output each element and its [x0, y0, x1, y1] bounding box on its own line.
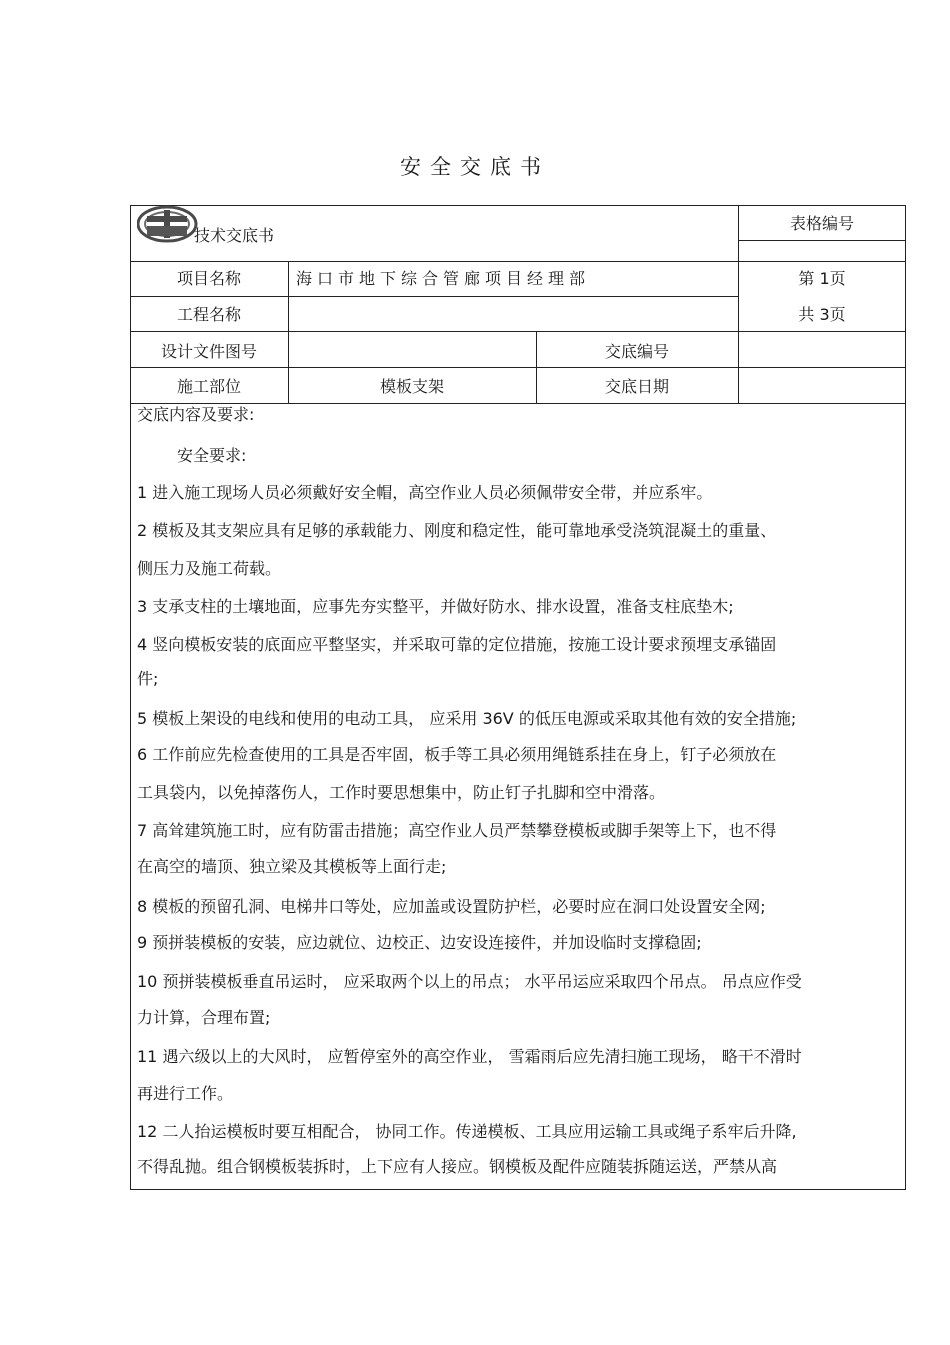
content-line: 11 遇六级以上的大风时， 应暂停室外的高空作业， 雪霜雨后应先清扫施工现场， 略干不滑时: [137, 1047, 802, 1066]
content-line: 侧压力及施工荷载。: [137, 559, 282, 578]
content-line: 8 模板的预留孔洞、电梯井口等处，应加盖或设置防护栏，必要时应在洞口处设置安全网;: [137, 897, 766, 916]
content-line: 10 预拼装模板垂直吊运时， 应采取两个以上的吊点； 水平吊运应采取四个吊点。 吊点应作受: [137, 972, 802, 991]
content-line: 1 进入施工现场人员必须戴好安全帽，高空作业人员必须佩带安全带，并应系牢。: [137, 483, 713, 502]
content-line: 在高空的墙顶、独立梁及其模板等上面行走;: [137, 857, 447, 876]
project-name-value: 海口市地下综合管廊项目经理部: [296, 269, 591, 288]
content-line: 2 模板及其支架应具有足够的承载能力、刚度和稳定性，能可靠地承受浇筑混凝土的重量、: [137, 521, 777, 540]
disclosure-date-label: 交底日期: [604, 377, 669, 396]
content-line: 7 高耸建筑施工时，应有防雷击措施；高空作业人员严禁攀登模板或脚手架等上下，也不得: [137, 821, 777, 840]
engineering-name-label: 工程名称: [176, 305, 241, 324]
form-number-label: 表格编号: [789, 214, 854, 233]
content-line: 不得乱抛。组合钢模板装拆时，上下应有人接应。钢模板及配件应随装拆随运送，严禁从高: [137, 1157, 778, 1176]
construction-location-label: 施工部位: [176, 377, 241, 396]
design-doc-label: 设计文件图号: [160, 342, 257, 361]
content-line: 5 模板上架设的电线和使用的电动工具， 应采用 36V 的低压电源或采取其他有效的安全措施;: [137, 709, 797, 728]
page-title: 安全交底书: [400, 155, 550, 179]
project-name-label: 项目名称: [176, 269, 241, 288]
construction-location-value: 模板支架: [379, 377, 444, 396]
page-current: 第 1页: [798, 269, 846, 288]
content-heading: 交底内容及要求:: [137, 405, 255, 424]
grid-line: [130, 367, 906, 368]
content-line: 6 工作前应先检查使用的工具是否牢固，板手等工具必须用绳链系挂在身上，钉子必须放在: [137, 745, 777, 764]
disclosure-number-label: 交底编号: [604, 342, 669, 361]
grid-line: [738, 240, 906, 241]
grid-line: [738, 205, 739, 403]
page-total: 共 3页: [798, 305, 846, 324]
content-line: 12 二人抬运模板时要互相配合， 协同工作。传递模板、工具应用运输工具或绳子系牢后升降,: [137, 1122, 797, 1141]
company-logo: [137, 205, 199, 243]
content-line: 再进行工作。: [137, 1084, 234, 1103]
grid-line: [130, 261, 906, 262]
grid-line: [130, 331, 906, 332]
content-line: 3 支承支柱的土壤地面，应事先夯实整平，并做好防水、排水设置，准备支柱底垫木;: [137, 597, 734, 616]
content-line: 9 预拼装模板的安装，应边就位、边校正、边安设连接件，并加设临时支撑稳固;: [137, 933, 702, 952]
content-line: 4 竖向模板安装的底面应平整坚实，并采取可靠的定位措施，按施工设计要求预埋支承锚固: [137, 635, 777, 654]
grid-line: [130, 296, 738, 297]
content-line: 力计算，合理布置;: [137, 1008, 271, 1027]
content-line: 件;: [137, 669, 159, 688]
content-subheading: 安全要求:: [177, 446, 247, 465]
content-line: 工具袋内，以免掉落伤人，工作时要思想集中，防止钉子扎脚和空中滑落。: [137, 783, 666, 802]
doc-type-label: 技术交底书: [194, 226, 275, 245]
